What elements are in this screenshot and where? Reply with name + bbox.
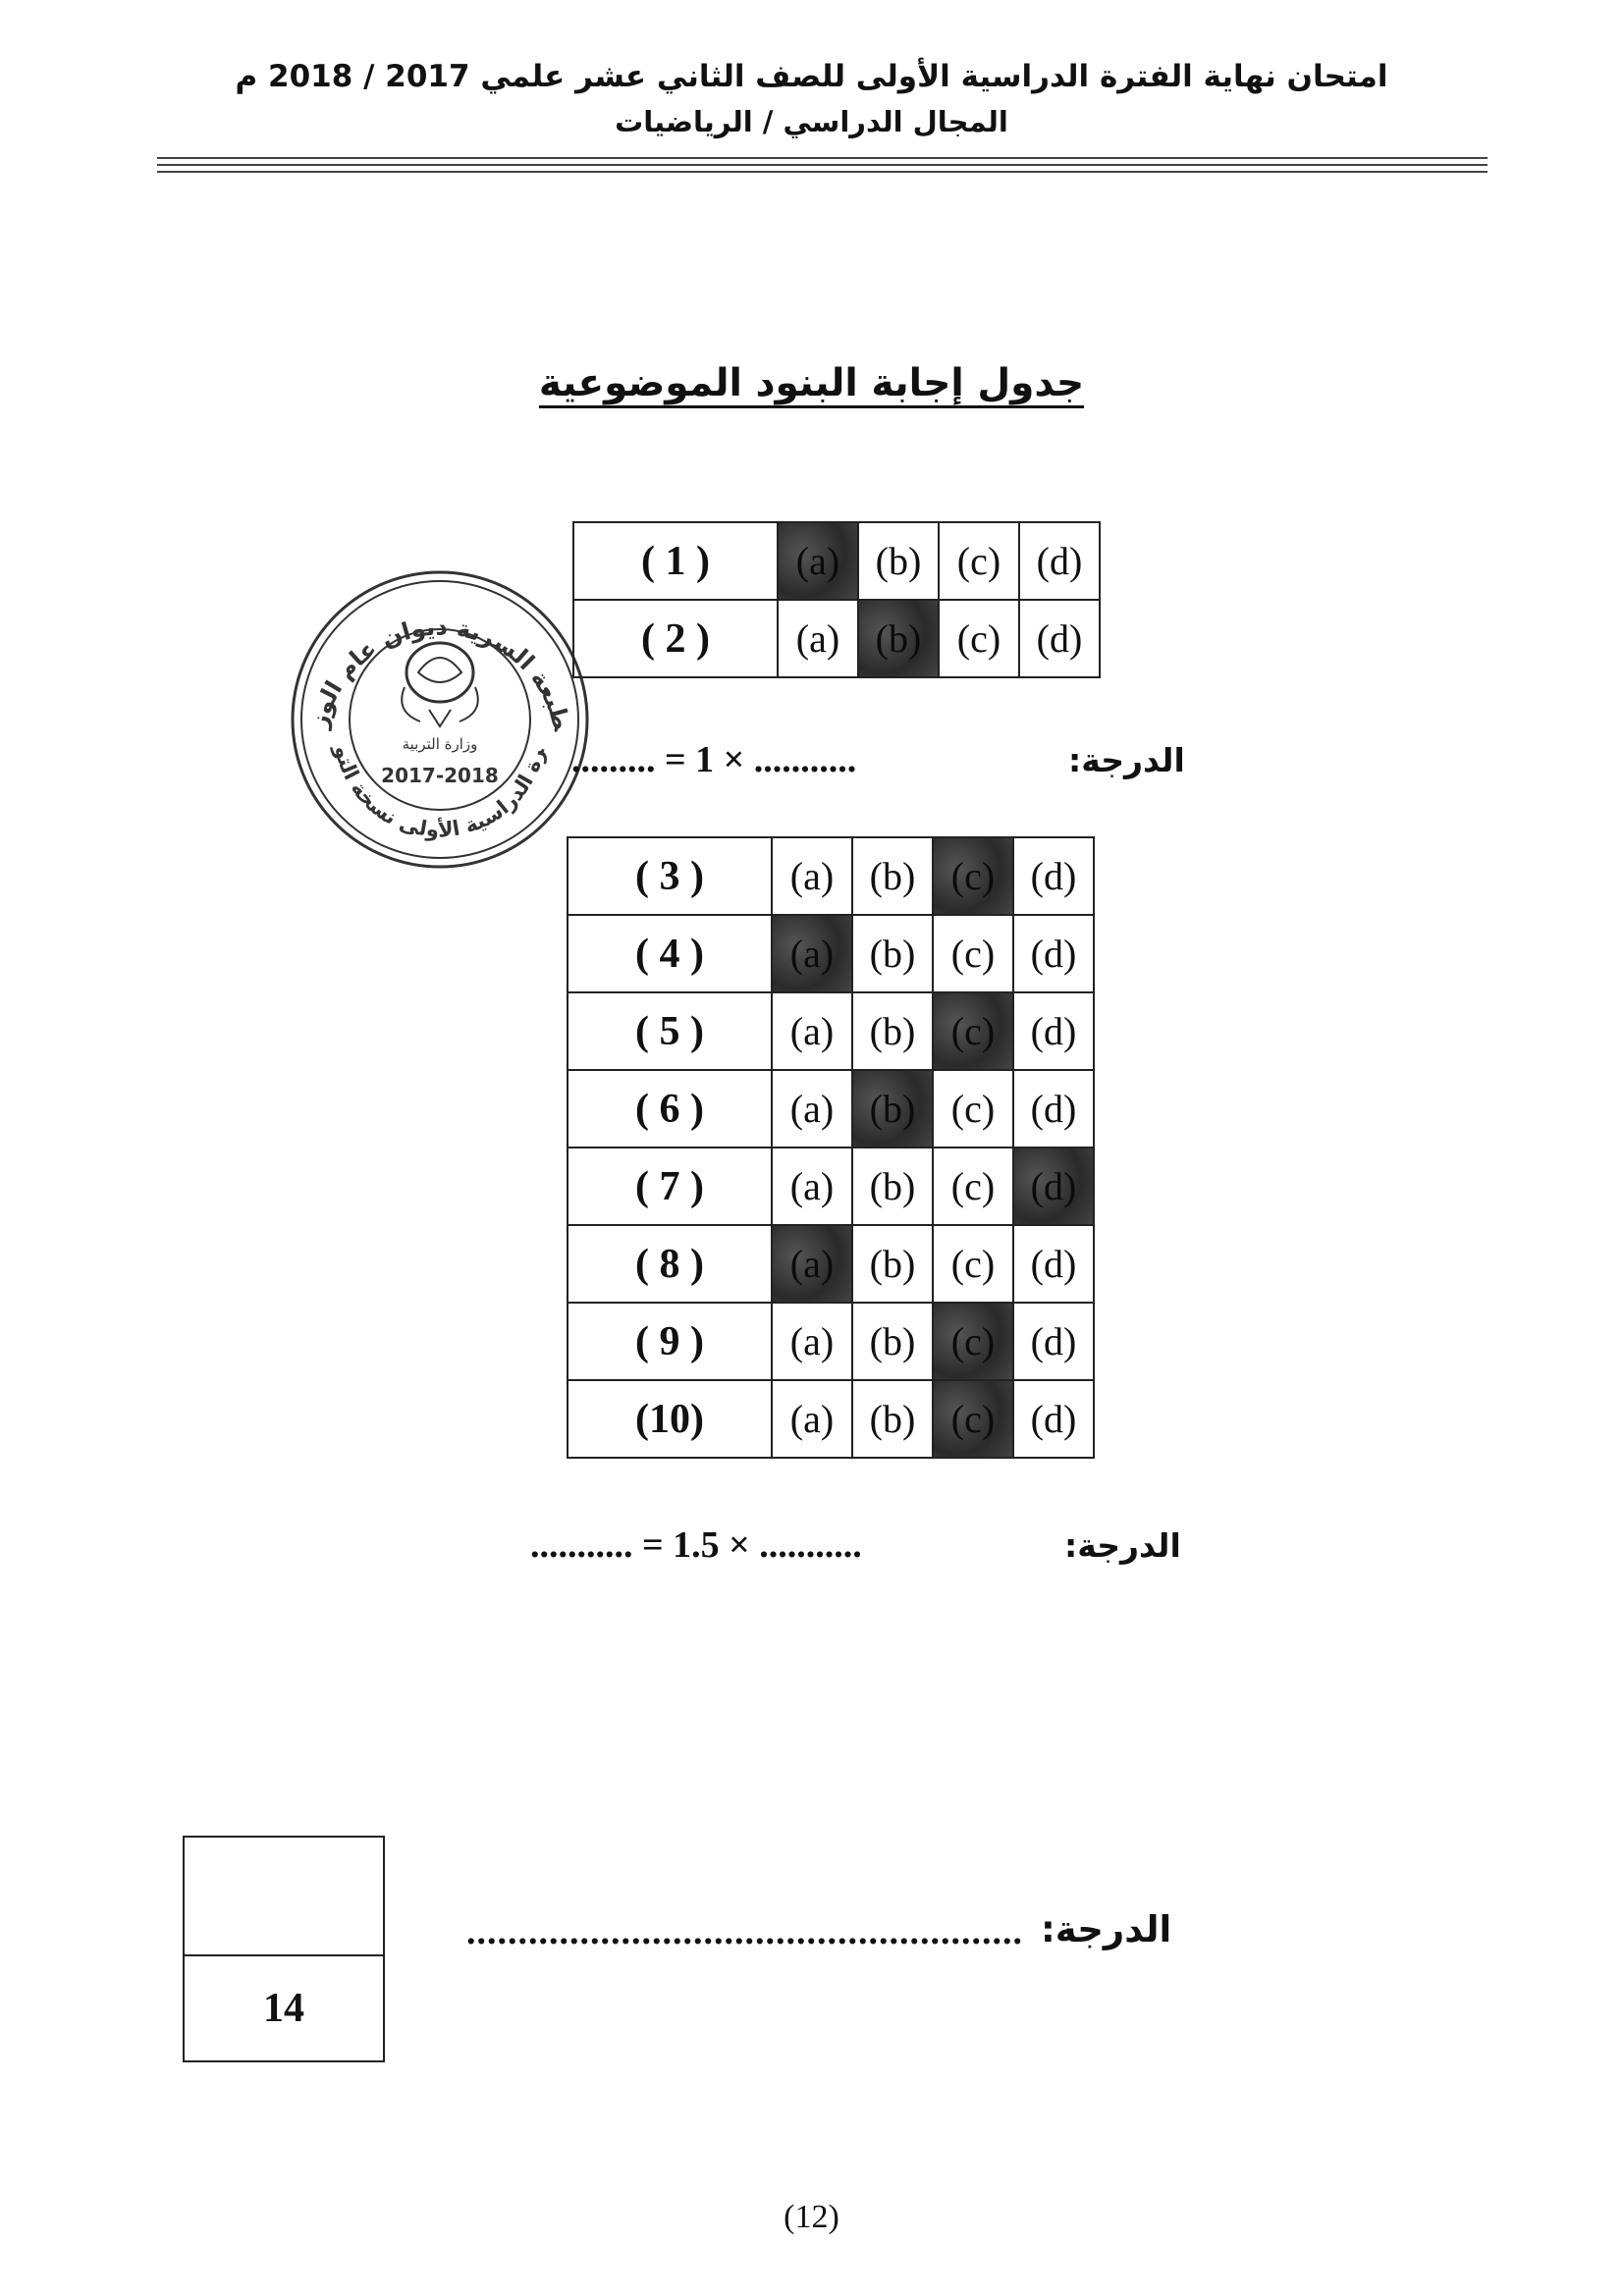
stamp-outer-text: طبعة السرية ديوان عام الوز: [304, 613, 576, 734]
grade-box-blank: [185, 1838, 383, 1956]
selected-option: (d): [1013, 1148, 1094, 1225]
answer-option: (c): [933, 1148, 1013, 1225]
question-number: ( 1 ): [573, 522, 778, 600]
page-number: (12): [784, 2199, 839, 2235]
answer-table-1: [572, 521, 1101, 678]
answer-option: (b): [852, 915, 933, 992]
selected-option: (c): [933, 1303, 1013, 1380]
answer-table-2: [567, 836, 1095, 1459]
answer-row: [568, 1225, 1094, 1303]
stamp-seal-icon: [287, 564, 593, 875]
answer-row: [568, 1303, 1094, 1380]
answer-option: (d): [1013, 837, 1094, 915]
answer-option: (a): [772, 1303, 852, 1380]
answer-row: [573, 522, 1100, 600]
answer-row: [568, 1070, 1094, 1148]
answer-option: (b): [852, 1225, 933, 1303]
question-number: ( 6 ): [568, 1070, 772, 1148]
score-expression: ........... = 1.5 × ...........: [530, 1524, 862, 1566]
selected-option: (c): [933, 1380, 1013, 1458]
question-number: (10): [568, 1380, 772, 1458]
score-label: الدرجة:: [1068, 741, 1185, 779]
answer-row: [568, 1380, 1094, 1458]
final-score-blank: ......................................................: [466, 1911, 1023, 1952]
answer-option: (a): [772, 837, 852, 915]
answer-option: (a): [772, 1070, 852, 1148]
grade-box-max: 14: [263, 1986, 304, 2031]
header-rule: [157, 157, 1488, 159]
question-number: ( 3 ): [568, 837, 772, 915]
answer-row: [568, 915, 1094, 992]
page-title: جدول إجابة البنود الموضوعية: [538, 361, 1085, 405]
answer-option: (b): [858, 522, 939, 600]
selected-option: (c): [933, 837, 1013, 915]
selected-option: (b): [852, 1070, 933, 1148]
stamp-year: 2017-2018: [381, 764, 499, 787]
score-label: الدرجة:: [1064, 1526, 1181, 1565]
answer-option: (c): [933, 915, 1013, 992]
answer-option: (c): [933, 1070, 1013, 1148]
answer-option: (c): [939, 600, 1019, 677]
question-number: ( 8 ): [568, 1225, 772, 1303]
answer-option: (d): [1013, 1070, 1094, 1148]
answer-option: (d): [1013, 1225, 1094, 1303]
answer-option: (a): [778, 600, 858, 677]
question-number: ( 9 ): [568, 1303, 772, 1380]
answer-row: [568, 992, 1094, 1070]
answer-row: [568, 1148, 1094, 1225]
header-rule: [157, 171, 1488, 173]
answer-option: (d): [1013, 1303, 1094, 1380]
question-number: ( 4 ): [568, 915, 772, 992]
stamp-center-text: وزارة التربية: [402, 735, 478, 753]
answer-row: [573, 600, 1100, 677]
exam-header-subject: المجال الدراسي / الرياضيات: [615, 105, 1008, 138]
answer-option: (b): [852, 1380, 933, 1458]
answer-option: (b): [852, 992, 933, 1070]
answer-option: (a): [772, 1148, 852, 1225]
answer-option: (b): [852, 1148, 933, 1225]
selected-option: (a): [772, 1225, 852, 1303]
answer-option: (d): [1019, 600, 1100, 677]
answer-option: (d): [1019, 522, 1100, 600]
official-stamp: [287, 564, 593, 875]
answer-option: (a): [772, 1380, 852, 1458]
answer-option: (a): [772, 992, 852, 1070]
answer-option: (c): [939, 522, 1019, 600]
selected-option: (c): [933, 992, 1013, 1070]
answer-row: [568, 837, 1094, 915]
answer-option: (d): [1013, 915, 1094, 992]
selected-option: (a): [778, 522, 858, 600]
answer-option: (b): [852, 837, 933, 915]
svg-text:المطبعة السرية ديوان عام الوزا: [287, 564, 575, 734]
final-score-label: الدرجة:: [1041, 1908, 1172, 1950]
stamp-bottom-text: رة الدراسية الأولى نسخة التو: [330, 743, 550, 842]
answer-option: (c): [933, 1225, 1013, 1303]
grade-box: [183, 1836, 385, 2062]
score-expression: ......... = 1 × ...........: [571, 739, 857, 780]
question-number: ( 7 ): [568, 1148, 772, 1225]
question-number: ( 2 ): [573, 600, 778, 677]
selected-option: (a): [772, 915, 852, 992]
header-rule: [157, 164, 1488, 166]
exam-header-title: امتحان نهاية الفترة الدراسية الأولى للصف الثاني عشر علمي 2017 / 2018 م: [235, 59, 1388, 94]
answer-option: (d): [1013, 1380, 1094, 1458]
question-number: ( 5 ): [568, 992, 772, 1070]
answer-option: (b): [852, 1303, 933, 1380]
answer-option: (d): [1013, 992, 1094, 1070]
selected-option: (b): [858, 600, 939, 677]
